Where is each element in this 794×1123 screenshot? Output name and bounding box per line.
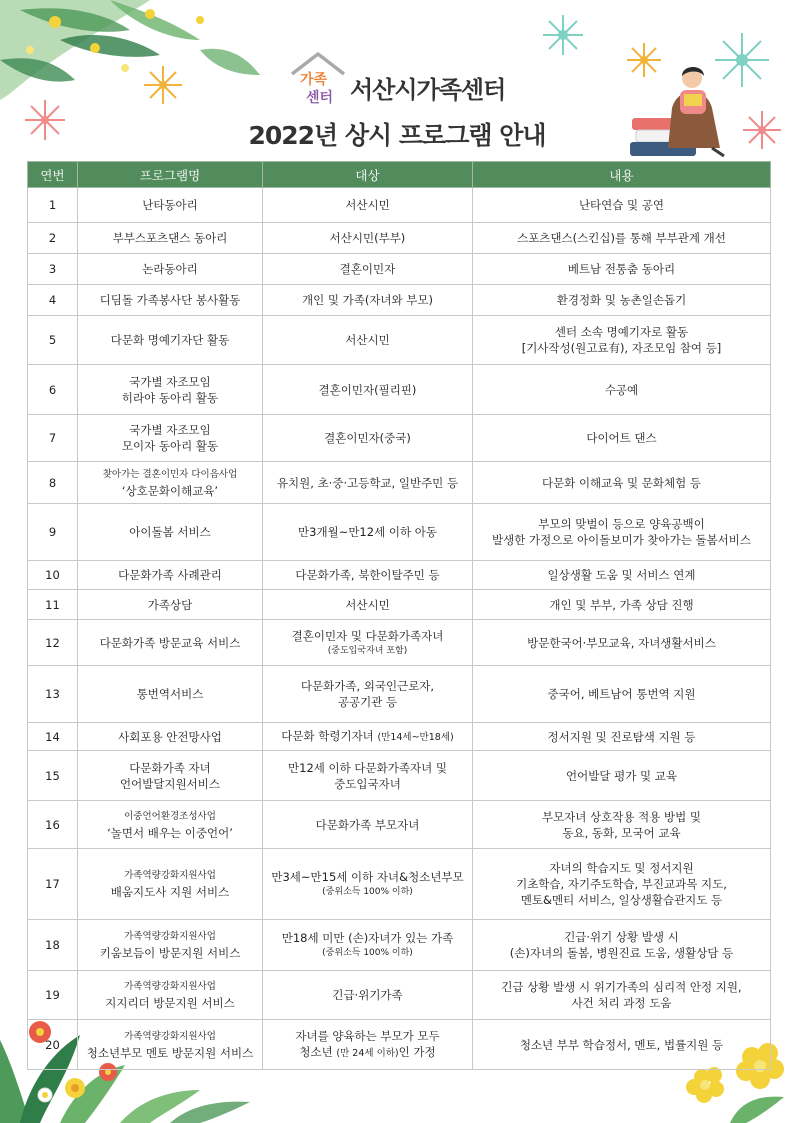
table-row [28, 462, 771, 504]
program-name: 사회포용 안전망사업 [78, 723, 263, 751]
program-name: 다문화가족 자녀 언어발달지원서비스 [78, 751, 263, 801]
program-content: 센터 소속 명예기자로 활동 [기사작성(원고료有), 자조모임 참여 등] [473, 316, 771, 365]
column-header-target: 대상 [263, 162, 473, 188]
table-header-row [28, 162, 771, 188]
table-row [28, 504, 771, 561]
program-content: 스포츠댄스(스킨십)를 통해 부부관계 개선 [473, 223, 771, 254]
program-target: 결혼이민자(중국) [263, 415, 473, 462]
center-name: 서산시가족센터 [350, 76, 506, 104]
row-number: 19 [28, 971, 78, 1020]
program-content: 방문한국어·부모교육, 자녀생활서비스 [473, 620, 771, 666]
program-content: 긴급·위기 상황 발생 시 (손)자녀의 돌봄, 병원진료 도움, 생활상담 등 [473, 920, 771, 971]
program-content: 중국어, 베트남어 통번역 지원 [473, 666, 771, 723]
table-row [28, 723, 771, 751]
leaf-decoration-top-left [0, 0, 270, 110]
program-content: 긴급 상황 발생 시 위기가족의 심리적 안정 지원, 사건 처리 과정 도움 [473, 971, 771, 1020]
program-name: 아이돌봄 서비스 [78, 504, 263, 561]
program-table [27, 161, 771, 1070]
table-row [28, 188, 771, 223]
row-number: 5 [28, 316, 78, 365]
program-target: 서산시민(부부) [263, 223, 473, 254]
row-number: 15 [28, 751, 78, 801]
column-header-program: 프로그램명 [78, 162, 263, 188]
program-name: 가족상담 [78, 590, 263, 620]
table-row [28, 751, 771, 801]
program-content: 자녀의 학습지도 및 정서지원 기초학습, 자기주도학습, 부진교과목 지도, 멘토&멘티 서비스, 일상생활습관지도 등 [473, 849, 771, 920]
row-number: 11 [28, 590, 78, 620]
program-name: 통번역서비스 [78, 666, 263, 723]
row-number: 7 [28, 415, 78, 462]
program-content: 다이어트 댄스 [473, 415, 771, 462]
program-target: 개인 및 가족(자녀와 부모) [263, 285, 473, 316]
table-row [28, 920, 771, 971]
program-content: 난타연습 및 공연 [473, 188, 771, 223]
program-content: 환경정화 및 농촌일손돕기 [473, 285, 771, 316]
table-row [28, 849, 771, 920]
program-content: 일상생활 도움 및 서비스 연계 [473, 561, 771, 590]
table-row [28, 316, 771, 365]
program-content: 청소년 부부 학습정서, 멘토, 법률지원 등 [473, 1020, 771, 1070]
table-row [28, 254, 771, 285]
page-title: 2022년 상시 프로그램 안내 [248, 121, 546, 150]
sparkle-icon-teal [540, 12, 586, 58]
program-name: 가족역량강화지원사업 지지리더 방문지원 서비스 [78, 971, 263, 1020]
table-row [28, 1020, 771, 1070]
sparkle-icon-yellow [140, 62, 186, 108]
table-row [28, 971, 771, 1020]
program-name: 다문화가족 방문교육 서비스 [78, 620, 263, 666]
table-row [28, 561, 771, 590]
program-name: 가족역량강화지원사업 배움지도사 지원 서비스 [78, 849, 263, 920]
program-name: 난타동아리 [78, 188, 263, 223]
program-target: 긴급·위기가족 [263, 971, 473, 1020]
column-header-no: 연번 [28, 162, 78, 188]
program-name: 다문화가족 사례관리 [78, 561, 263, 590]
program-target: 서산시민 [263, 590, 473, 620]
program-target: 다문화가족, 북한이탈주민 등 [263, 561, 473, 590]
program-target: 결혼이민자 [263, 254, 473, 285]
column-header-content: 내용 [473, 162, 771, 188]
program-name: 논라동아리 [78, 254, 263, 285]
logo-top-text: 가족 [300, 72, 328, 88]
program-target: 만3개월~만12세 이하 아동 [263, 504, 473, 561]
row-number: 14 [28, 723, 78, 751]
row-number: 10 [28, 561, 78, 590]
row-number: 2 [28, 223, 78, 254]
program-content: 부모자녀 상호작용 적용 방법 및 동요, 동화, 모국어 교육 [473, 801, 771, 849]
program-target: 서산시민 [263, 316, 473, 365]
program-content: 정서지원 및 진로탐색 지원 등 [473, 723, 771, 751]
program-target: 만3세~만15세 이하 자녀&청소년부모 (중위소득 100% 이하) [263, 849, 473, 920]
row-number: 20 [28, 1020, 78, 1070]
program-name: 디딤돌 가족봉사단 봉사활동 [78, 285, 263, 316]
program-name: 이중언어환경조성사업 ‘놀면서 배우는 이중언어’ [78, 801, 263, 849]
row-number: 16 [28, 801, 78, 849]
row-number: 13 [28, 666, 78, 723]
program-name: 가족역량강화지원사업 키움보듬이 방문지원 서비스 [78, 920, 263, 971]
row-number: 1 [28, 188, 78, 223]
row-number: 3 [28, 254, 78, 285]
row-number: 9 [28, 504, 78, 561]
table-row [28, 801, 771, 849]
row-number: 12 [28, 620, 78, 666]
table-row [28, 365, 771, 415]
program-name: 다문화 명예기자단 활동 [78, 316, 263, 365]
program-target: 다문화가족, 외국인근로자, 공공기관 등 [263, 666, 473, 723]
program-name: 찾아가는 결혼이민자 다이음사업 ‘상호문화이해교육’ [78, 462, 263, 504]
table-row [28, 590, 771, 620]
program-target: 서산시민 [263, 188, 473, 223]
row-number: 4 [28, 285, 78, 316]
logo-bottom-text: 센터 [306, 90, 334, 106]
table-row [28, 415, 771, 462]
table-row [28, 620, 771, 666]
program-content: 수공예 [473, 365, 771, 415]
program-target: 만18세 미만 (손)자녀가 있는 가족 (중위소득 100% 이하) [263, 920, 473, 971]
program-target: 결혼이민자(필리핀) [263, 365, 473, 415]
program-content: 다문화 이해교육 및 문화체험 등 [473, 462, 771, 504]
table-body [28, 188, 771, 1070]
row-number: 18 [28, 920, 78, 971]
program-name: 가족역량강화지원사업 청소년부모 멘토 방문지원 서비스 [78, 1020, 263, 1070]
program-target: 결혼이민자 및 다문화가족자녀 (중도입국자녀 포함) [263, 620, 473, 666]
family-center-logo [286, 50, 350, 106]
program-content: 베트남 전통춤 동아리 [473, 254, 771, 285]
row-number: 6 [28, 365, 78, 415]
program-target: 유치원, 초·중·고등학교, 일반주민 등 [263, 462, 473, 504]
table-row [28, 285, 771, 316]
program-target: 만12세 이하 다문화가족자녀 및 중도입국자녀 [263, 751, 473, 801]
program-name: 국가별 자조모임 모이자 동아리 활동 [78, 415, 263, 462]
program-target: 자녀를 양육하는 부모가 모두 청소년 (만 24세 이하)인 가정 [263, 1020, 473, 1070]
table-row [28, 223, 771, 254]
program-target: 다문화 학령기자녀 (만14세~만18세) [263, 723, 473, 751]
program-target: 다문화가족 부모자녀 [263, 801, 473, 849]
row-number: 17 [28, 849, 78, 920]
row-number: 8 [28, 462, 78, 504]
program-content: 언어발달 평가 및 교육 [473, 751, 771, 801]
program-name: 부부스포츠댄스 동아리 [78, 223, 263, 254]
program-content: 개인 및 부부, 가족 상담 진행 [473, 590, 771, 620]
table-row [28, 666, 771, 723]
program-content: 부모의 맞벌이 등으로 양육공백이 발생한 가정으로 아이돌보미가 찾아가는 돌봄서비스 [473, 504, 771, 561]
program-name: 국가별 자조모임 히라야 동아리 활동 [78, 365, 263, 415]
